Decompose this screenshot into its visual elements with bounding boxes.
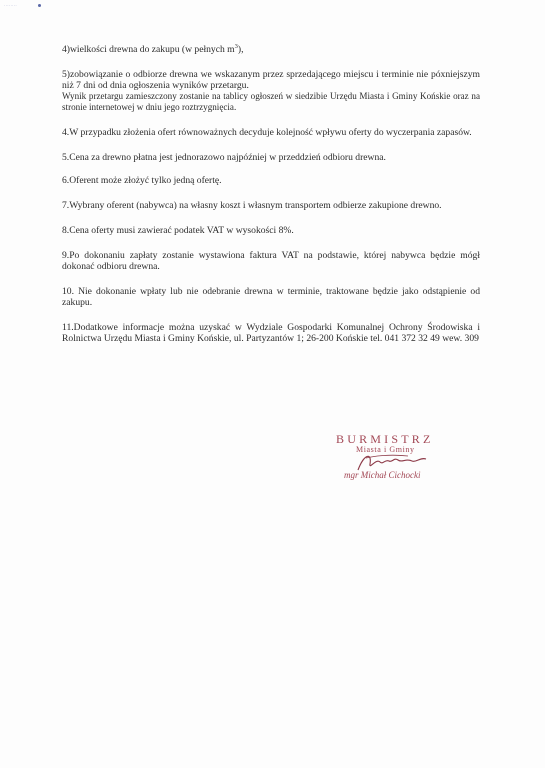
point-9-invoice: 9.Po dokonaniu zapłaty zostanie wystawiona faktura VAT na podstawie, której nabywca będzie mógł dokonać odbioru drewna.: [62, 250, 480, 272]
stamp-subtitle: Miasta i Gminy: [356, 445, 415, 454]
stamp-title: BURMISTRZ: [336, 432, 434, 446]
point-11-contact-info: 11.Dodatkowe informacje można uzyskać w Wydziale Gospodarki Komunalnej Ochrony Środowiska i Rolnictwa Urzędu Miasta i Gminy Końskie, ul. Partyzantów 1; 26-200 Końskie tel. 041 372 32 49 wew. 309: [62, 322, 480, 344]
mayor-stamp-signature: [330, 432, 480, 492]
item-5-obligation: 5)zobowiązanie o odbiorze drewna we wskazanym przez sprzedającego miejscu i terminie nie póxniejszym niż 7 dni od dnia ogłoszenia wyników przetargu.: [62, 69, 480, 91]
point-6-single-offer: 6.Oferent może złożyć tylko jedną ofertę.: [62, 175, 222, 186]
scan-corner-mark: ········: [4, 3, 18, 8]
cubic-superscript: 3: [234, 42, 238, 50]
point-7-transport: 7.Wybrany oferent (nabywca) na własny koszt i własnym transportem odbierze zakupione drewno.: [62, 200, 442, 211]
item-4-text: 4)wielkości drewna do zakupu (w pełnych m: [62, 44, 235, 55]
signatory-name: mgr Michał Cichocki: [344, 470, 421, 480]
point-5-price-payment: 5.Cena za drewno płatna jest jednorazowo najpóźniej w przeddzień odbioru drewna.: [62, 152, 386, 163]
document-body: [62, 44, 480, 344]
point-10-withdrawal: 10. Nie dokonanie wpłaty lub nie odebranie drewna w terminie, traktowane będzie jako odstąpienie od zakupu.: [62, 286, 480, 308]
item-5-results-notice: Wynik przetargu zamieszczony zostanie na tablicy ogłoszeń w siedzibie Urzędu Miasta i Gminy Końskie oraz na stronie internetowej w dniu jego roztrzygnięcia.: [62, 91, 480, 112]
point-8-vat: 8.Cena oferty musi zawierać podatek VAT w wysokości 8%.: [62, 225, 294, 236]
item-4-text-end: ),: [237, 44, 244, 55]
item-4-wood-quantity: [62, 44, 480, 55]
point-4-equal-offers: 4.W przypadku złożenia ofert równoważnych decyduje kolejność wpływu oferty do wyczerpania zapasów.: [62, 127, 472, 138]
scan-corner-dot: [38, 4, 41, 7]
